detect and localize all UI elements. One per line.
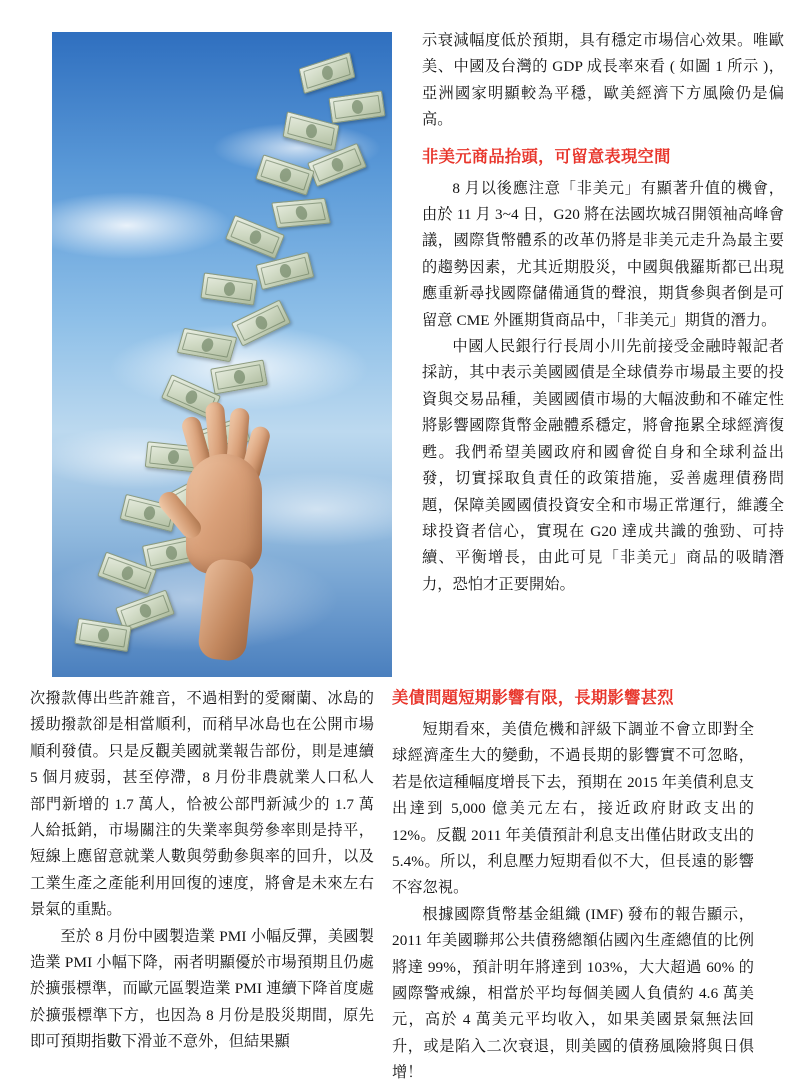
paragraph: 至於 8 月份中國製造業 PMI 小幅反彈，美國製造業 PMI 小幅下降，兩者明顯優於市場預期且仍處於擴張標準，而歐元區製造業 PMI 連續下降首度處於擴張標準下方，也因為 8 月份是股災期間，原先即可預期指數下滑並不意外，但結果顯 <box>30 927 374 1051</box>
paragraph: 中國人民銀行行長周小川先前接受金融時報記者採訪，其中表示美國國債是全球債券市場最主要的投資與交易品種，美國國債市場的大幅波動和不確定性將影響國際貨幣金融體系穩定，將會拖累全球經濟復甦。我們希望美國政府和國會從自身和全球利益出發，切實採取負責任的政策措施，妥善處理債務問題，保障美國國債投資安全和市場正常運行，維護全球投資者信心，實現在 G20 達成共識的強勁、可持續、平衡增長，由此可見「非美元」商品的吸睛潛力，恐怕才正要開始。 <box>422 338 784 593</box>
section-subheading-us-debt: 美債問題短期影響有限，長期影響甚烈 <box>392 688 674 707</box>
paragraph: 次撥款傳出些許雜音，不過相對的愛爾蘭、冰島的援助撥款卻是相當順利，而稍早冰島也在公開市場順利發債。只是反觀美國就業報告部份，則是連續 5 個月疲弱，甚至停滯，8 月份非農就業人口私人部門新增的 1.7 萬人，恰被公部門新減少的 1.7 萬人給抵銷，市場關注的失業率與勞參率則是持平，短線上應留意就業人數與勞動參與率的回升，以及工業生產之產能利用回復的速度，將會是未來左右景氣的重點。 <box>30 690 374 919</box>
paragraph: 8 月以後應注意「非美元」有顯著升值的機會，由於 11 月 3~4 日，G20 將在法國坎城召開領袖高峰會議，國際貨幣體系的改革仍將是非美元走升為最主要的趨勢因素，尤其近期股災，中國與俄羅斯都已出現應重新尋找國際儲備通貨的聲浪，期貨參與者倒是可留意 CME 外匯期貨商品中，「非美元」期貨的潛力。 <box>422 179 784 329</box>
paragraph: 示衰減幅度低於預期，具有穩定市場信心效果。唯歐美、中國及台灣的 GDP 成長率來看 ( 如圖 1 所示 )，亞洲國家明顯較為平穩，歐美經濟下方風險仍是偏高。 <box>422 32 784 129</box>
wrist-shape <box>197 558 255 662</box>
paragraph: 短期看來，美債危機和評級下調並不會立即對全球經濟產生大的變動，不過長期的影響實不可忽略，若是依這種幅度增長下去，預期在 2015 年美債利息支出達到 5,000 億美元左右，接近政府財政支出的 12%。反觀 2011 年美債預計利息支出僅佔財政支出的 5.4%。所以，利息壓力短期看似不大，但長遠的影響不容忽視。 <box>392 721 754 897</box>
section-subheading-non-usd: 非美元商品抬頭，可留意表現空間 <box>422 146 671 166</box>
hand-illustration <box>172 392 292 662</box>
right-column-bottom <box>392 686 754 1087</box>
hand-releasing-flying-dollar-bills-image <box>52 32 392 677</box>
left-column-bottom <box>30 686 374 1056</box>
dollar-bill-icon <box>271 198 331 228</box>
right-column-top <box>422 28 784 598</box>
top-section <box>30 28 784 690</box>
paragraph: 根據國際貨幣基金組織 (IMF) 發布的報告顯示，2011 年美國聯邦公共債務總額佔國內生產總值的比例將達 99%，預計明年將達到 103%，大大超過 60% 的國際警戒線，相當於平均每個美國人負債約 4.6 萬美元，高於 4 萬美元平均收入，如果美國景氣無法回升，或是陷入二次衰退，則美國的債務風險將與日俱增！ <box>392 905 754 1082</box>
palm-shape <box>186 454 262 574</box>
